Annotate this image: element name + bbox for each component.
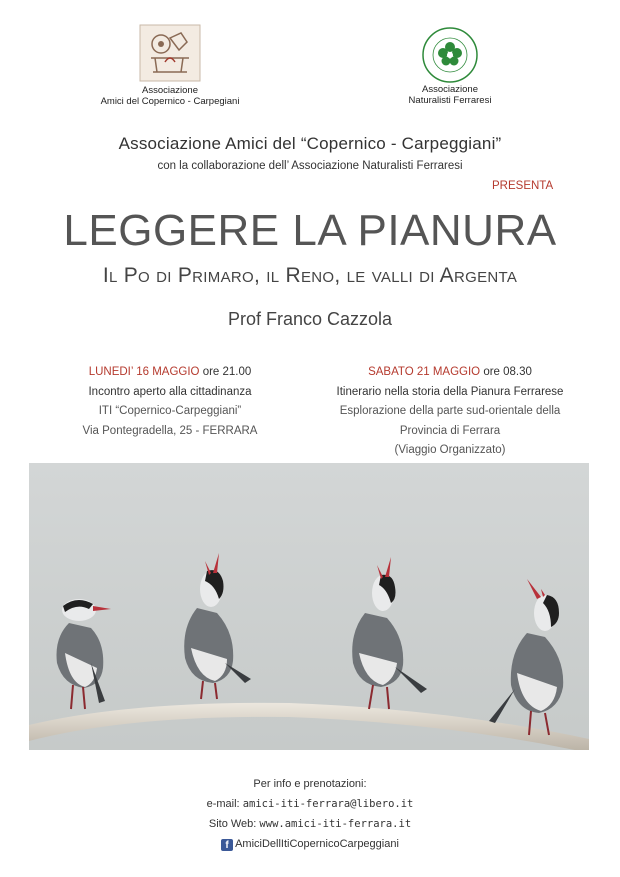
terns-photo bbox=[29, 463, 589, 750]
event-2-time: ore 08.30 bbox=[483, 366, 532, 378]
facebook-line bbox=[0, 834, 620, 854]
organizer-line: Associazione Amici del “Copernico - Carpeggiani” bbox=[118, 134, 502, 153]
logo-left bbox=[95, 24, 245, 107]
info-heading: Per info e prenotazioni: bbox=[253, 778, 367, 790]
website-link[interactable]: www.amici-iti-ferrara.it bbox=[259, 818, 412, 830]
page-title: LEGGERE LA PIANURA bbox=[63, 206, 557, 255]
event-2-line-4: (Viaggio Organizzato) bbox=[394, 444, 506, 456]
terns-illustration bbox=[29, 463, 589, 750]
event-1-when bbox=[60, 363, 280, 383]
naturalisti-seal-icon bbox=[421, 26, 479, 84]
website-label: Sito Web: bbox=[208, 818, 257, 830]
event-2-line-2: Esplorazione della parte sud-orientale della bbox=[339, 405, 561, 417]
event-1-line-3: Via Pontegradella, 25 - FERRARA bbox=[82, 424, 258, 437]
logo-right-line2: Naturalisti Ferraresi bbox=[408, 95, 492, 106]
email-link[interactable]: amici-iti-ferrara@libero.it bbox=[242, 798, 414, 810]
contact-info bbox=[0, 774, 620, 854]
event-1-line-2: ITI “Copernico-Carpeggiani” bbox=[98, 405, 242, 417]
logo-right-line1: Associazione bbox=[422, 84, 478, 95]
event-1-date: LUNEDI’ 16 MAGGIO bbox=[88, 366, 200, 378]
speaker-name: Prof Franco Cazzola bbox=[227, 309, 393, 329]
event-2-line-3: Provincia di Ferrara bbox=[399, 424, 501, 437]
copernico-logo-icon bbox=[139, 24, 201, 82]
email-label: e-mail: bbox=[206, 798, 240, 810]
event-2-when bbox=[325, 363, 575, 383]
event-1-line-1: Incontro aperto alla cittadinanza bbox=[88, 385, 252, 398]
website-line bbox=[0, 814, 620, 834]
logo-left-line2: Amici del Copernico - Carpegiani bbox=[100, 96, 240, 107]
collaboration-line: con la collaborazione dell’ Associazione Naturalisti Ferraresi bbox=[157, 160, 463, 172]
facebook-icon: f bbox=[221, 839, 233, 851]
facebook-link[interactable]: AmiciDellItiCopernicoCarpeggiani bbox=[235, 838, 399, 850]
logo-right bbox=[375, 26, 525, 106]
presenta-label: PRESENTA bbox=[492, 180, 554, 192]
event-1 bbox=[60, 363, 280, 441]
subtitle: Il Po di Primaro, il Reno, le valli di Argenta bbox=[102, 264, 518, 287]
email-line bbox=[0, 794, 620, 814]
event-2-line-1: Itinerario nella storia della Pianura Ferrarese bbox=[336, 385, 564, 398]
event-1-time: ore 21.00 bbox=[202, 366, 252, 378]
logo-left-line1: Associazione bbox=[142, 85, 198, 96]
event-2 bbox=[325, 363, 575, 461]
event-2-date: SABATO 21 MAGGIO bbox=[368, 366, 481, 378]
